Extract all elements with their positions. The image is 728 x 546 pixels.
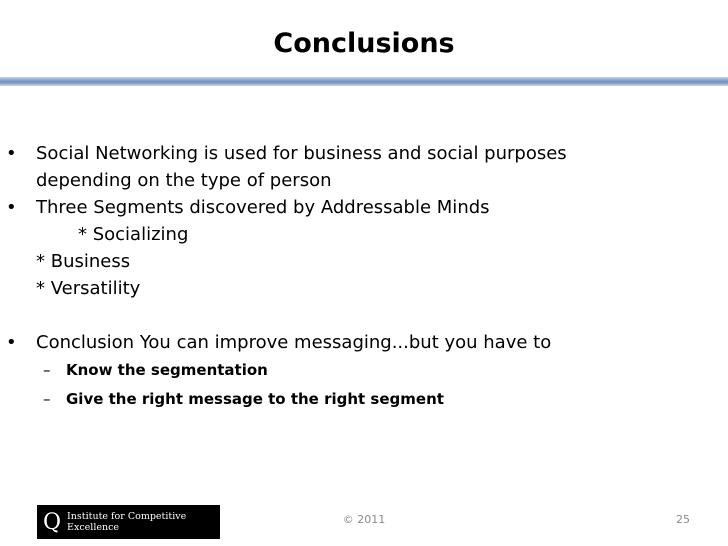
- sub-bullet-text: Give the right message to the right segment: [66, 390, 444, 408]
- logo-text: Institute for Competitive Excellence: [67, 511, 187, 533]
- bullet-item: [0, 140, 728, 167]
- page-number: 25: [676, 513, 690, 526]
- segment-item: * Socializing: [78, 224, 189, 245]
- slide-footer: [0, 505, 728, 540]
- logo-letter: Q: [43, 509, 62, 535]
- copyright-text: © 2011: [342, 513, 386, 526]
- bullet-text: Social Networking is used for business and social purposes: [36, 143, 567, 164]
- bullet-item: [0, 329, 728, 356]
- segment-item: * Business: [36, 251, 131, 272]
- spacer: [0, 302, 728, 329]
- sub-bullet-item: [0, 356, 728, 385]
- bullet-item: [0, 194, 728, 221]
- bullet-marker: •: [6, 143, 17, 164]
- segment-item: * Versatility: [36, 278, 141, 299]
- bullet-continuation: depending on the type of person: [36, 170, 332, 191]
- sub-bullet-item: [0, 385, 728, 414]
- bullet-marker: •: [6, 332, 17, 353]
- slide-title: Conclusions: [273, 28, 455, 59]
- title-divider: [0, 77, 728, 86]
- dash-marker: –: [43, 390, 51, 408]
- dash-marker: –: [43, 361, 51, 379]
- bullet-text: Three Segments discovered by Addressable Minds: [36, 197, 490, 218]
- bullet-text: Conclusion You can improve messaging...but you have to: [36, 332, 552, 353]
- slide-content: [0, 140, 728, 414]
- bullet-marker: •: [6, 197, 17, 218]
- sub-bullet-text: Know the segmentation: [66, 361, 268, 379]
